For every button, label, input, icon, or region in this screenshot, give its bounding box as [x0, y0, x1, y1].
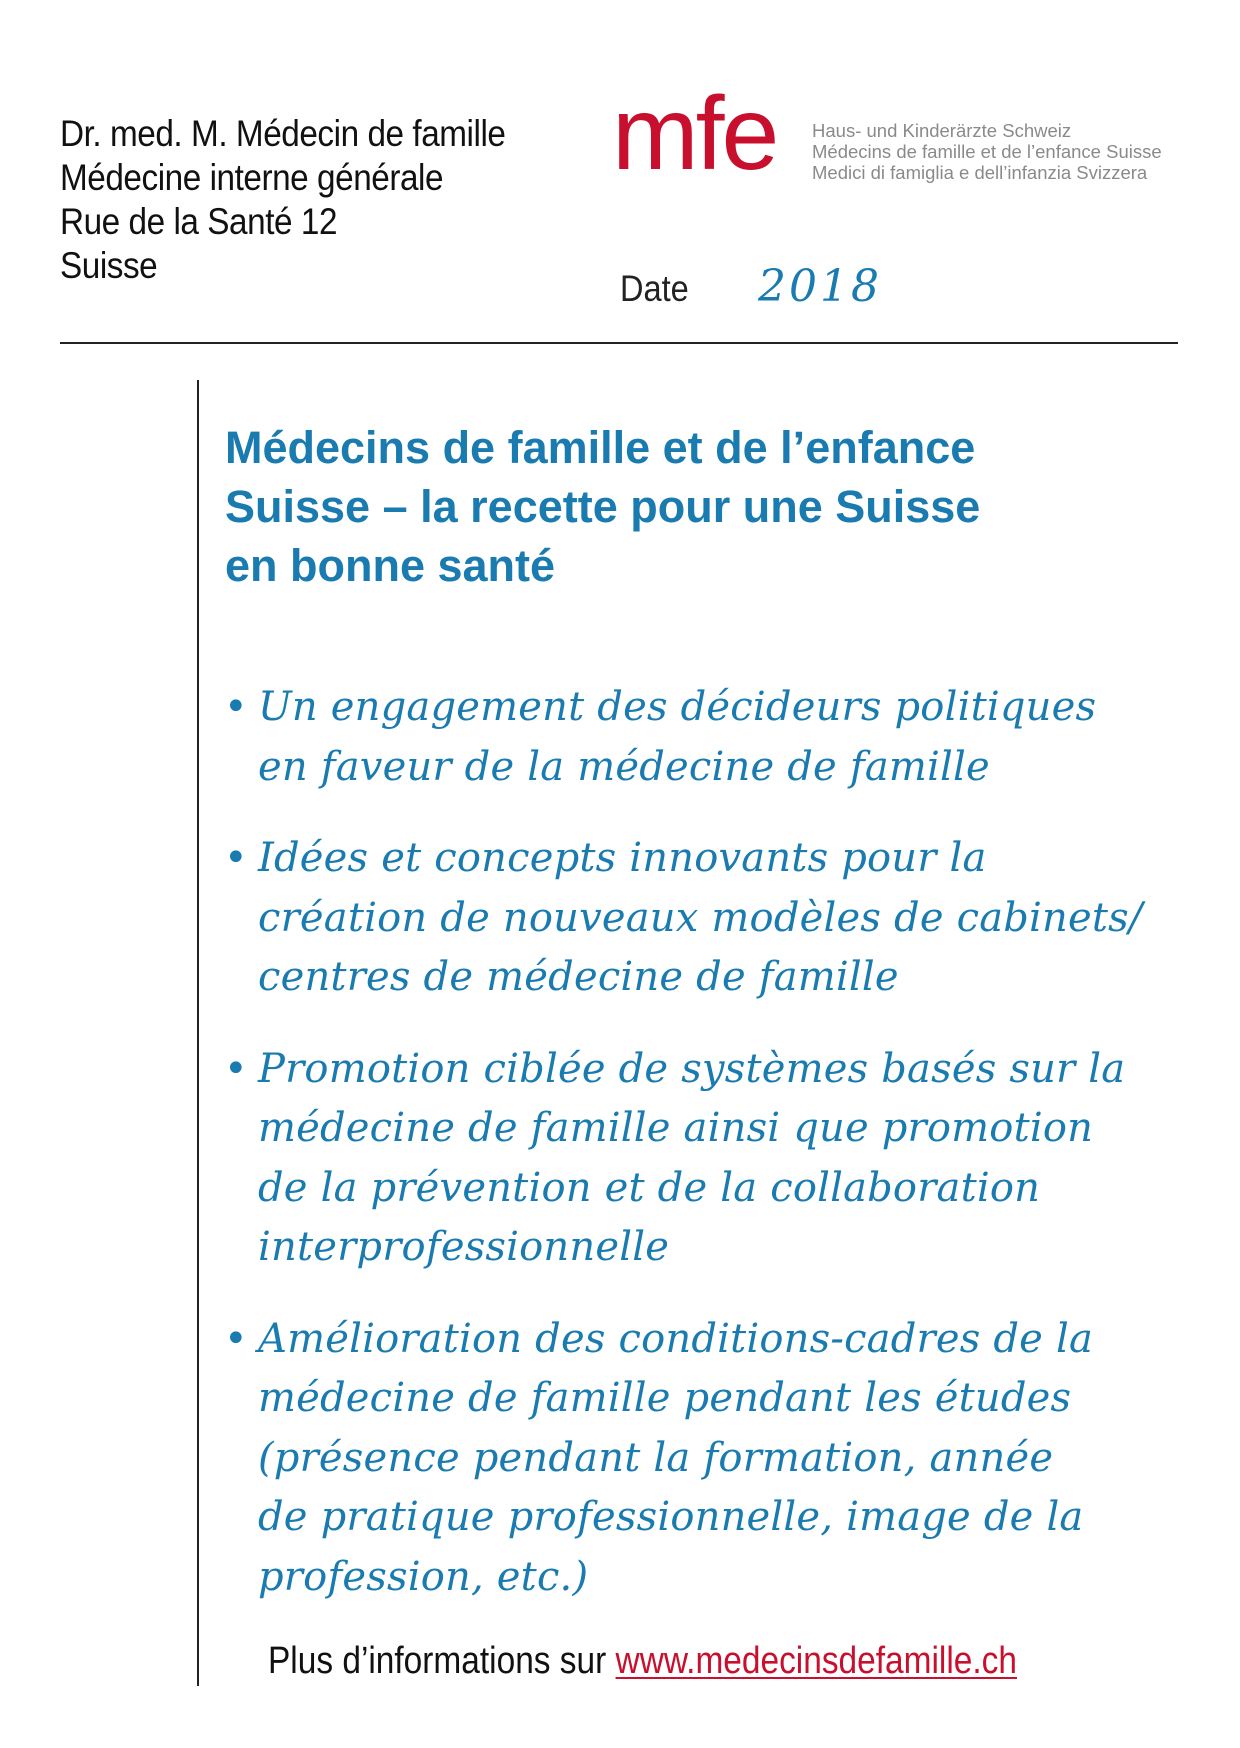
list-item: [222, 829, 1222, 1008]
bullet-text: [258, 829, 1222, 1008]
headline: [225, 418, 1125, 595]
logo-tagline-it: Medici di famiglia e dell’infanzia Svizzera: [812, 162, 1148, 183]
doctor-address-block: [60, 112, 580, 288]
bullet-icon: •: [224, 835, 248, 881]
bullet-line: centres de médecine de famille: [258, 954, 899, 1000]
doctor-street: Rue de la Santé 12: [60, 201, 338, 242]
recipe-bullet-list: [222, 678, 1222, 1639]
bullet-text: [258, 678, 1222, 797]
footer-more-info: [268, 1640, 1017, 1683]
logo-tagline-fr: Médecins de famille et de l’enfance Suisse: [812, 141, 1162, 162]
doctor-specialty: Médecine interne générale: [60, 157, 444, 198]
bullet-text: [258, 1310, 1222, 1608]
bullet-line: médecine de famille ainsi que promotion: [258, 1105, 1094, 1151]
bullet-line: de pratique professionnelle, image de la: [258, 1494, 1084, 1540]
headline-line: Suisse – la recette pour une Suisse: [225, 481, 981, 532]
list-item: [222, 1310, 1222, 1608]
bullet-line: (présence pendant la formation, année: [258, 1434, 1054, 1481]
doctor-country: Suisse: [60, 245, 158, 286]
bullet-line: création de nouveaux modèles de cabinets/: [258, 894, 1143, 941]
logo-tagline-de: Haus- und Kinderärzte Schweiz: [812, 120, 1072, 141]
doctor-name: Dr. med. M. Médecin de famille: [60, 113, 506, 154]
side-divider: [197, 380, 199, 1686]
bullet-line: Idées et concepts innovants pour la: [258, 835, 987, 881]
headline-line: en bonne santé: [225, 540, 556, 591]
website-link[interactable]: www.medecinsdefamille.ch: [615, 1640, 1017, 1682]
list-item: [222, 1040, 1222, 1278]
bullet-line: Un engagement des décideurs politiques: [258, 684, 1097, 730]
headline-line: Médecins de famille et de l’enfance: [225, 422, 976, 473]
bullet-icon: •: [224, 1045, 248, 1092]
header-divider: [60, 342, 1178, 344]
bullet-line: interprofessionnelle: [258, 1224, 670, 1270]
bullet-line: de la prévention et de la collaboration: [258, 1164, 1041, 1211]
bullet-text: [258, 1040, 1222, 1278]
bullet-line: Promotion ciblée de systèmes basés sur la: [258, 1045, 1126, 1092]
bullet-line: profession, etc.): [258, 1553, 589, 1600]
bullet-line: médecine de famille pendant les études: [258, 1375, 1072, 1421]
list-item: [222, 678, 1222, 797]
date-value: 2018: [758, 261, 882, 312]
bullet-line: Amélioration des conditions-cadres de la: [258, 1315, 1093, 1362]
footer-text: Plus d’informations sur: [268, 1640, 616, 1682]
date-label: Date: [620, 268, 689, 309]
logo-tagline: [812, 120, 1162, 183]
mfe-logo: [612, 76, 1212, 200]
bullet-icon: •: [224, 684, 248, 730]
bullet-icon: •: [224, 1315, 248, 1362]
bullet-line: en faveur de la médecine de famille: [258, 743, 990, 790]
logo-mark: mfe: [612, 76, 777, 192]
